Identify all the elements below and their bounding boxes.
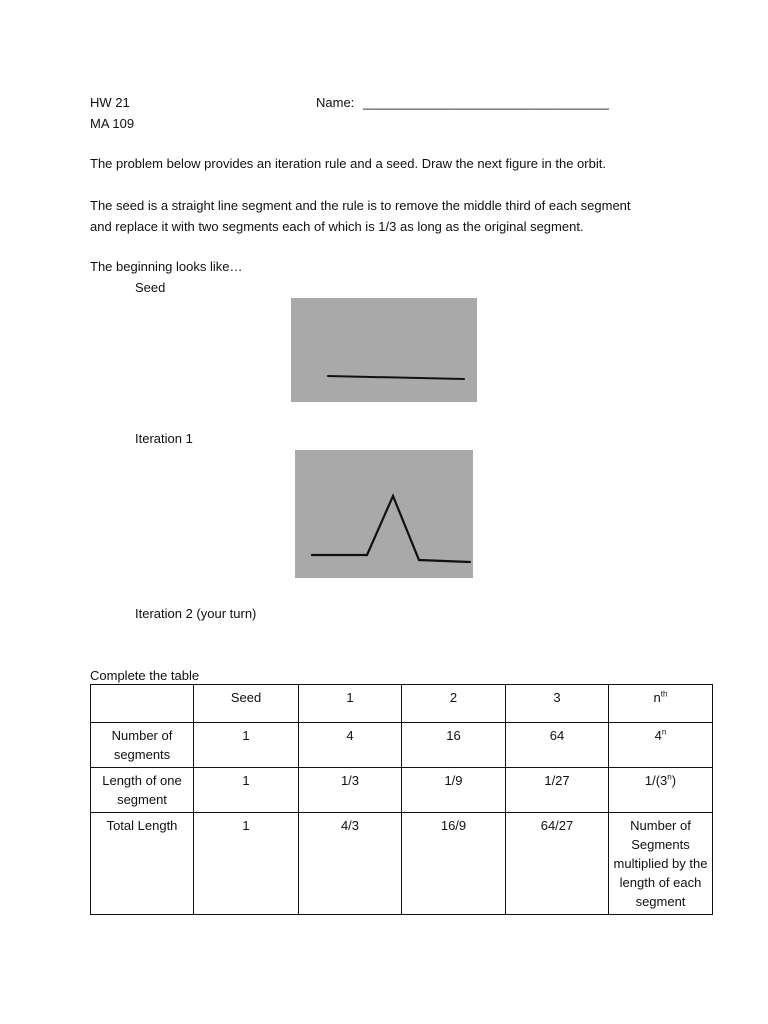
row-label-total-length: Total Length: [91, 813, 194, 915]
table-row: [91, 723, 713, 768]
table-cell[interactable]: 1/27: [506, 768, 609, 813]
iteration-1-figure: [295, 450, 473, 578]
table-cell[interactable]: 1: [194, 813, 299, 915]
table-header-row: [91, 685, 713, 723]
table-caption: Complete the table: [90, 668, 200, 683]
table-cell[interactable]: 1: [194, 768, 299, 813]
homework-number: HW 21: [90, 95, 130, 110]
table-cell[interactable]: 1: [194, 723, 299, 768]
beginning-text: The beginning looks like…: [90, 259, 243, 274]
table-cell[interactable]: 64/27: [506, 813, 609, 915]
name-blank-line[interactable]: __________________________________: [363, 95, 609, 110]
iteration-1-label: Iteration 1: [135, 431, 193, 446]
table-cell[interactable]: 16: [402, 723, 506, 768]
rule-text-line-2: and replace it with two segments each of which is 1/3 as long as the original segment.: [90, 219, 584, 234]
table-cell[interactable]: 1/(3$^n$): [609, 768, 713, 813]
header-cell-empty: [91, 685, 194, 723]
header-cell-nth: $n^{th}$: [609, 685, 713, 723]
table-cell[interactable]: 1/3: [299, 768, 402, 813]
seed-line-drawing: [291, 298, 477, 402]
iteration-2-label: Iteration 2 (your turn): [135, 606, 257, 621]
table-row: [91, 813, 713, 915]
table-cell[interactable]: 4/3: [299, 813, 402, 915]
table-cell[interactable]: Number of Segments multiplied by the length of each segment: [609, 813, 713, 915]
iteration-table: [90, 684, 713, 915]
row-label-length-of-one-segment: Length of one segment: [91, 768, 194, 813]
row-label-number-of-segments: Number of segments: [91, 723, 194, 768]
table-cell[interactable]: 4: [299, 723, 402, 768]
table-cell[interactable]: 16/9: [402, 813, 506, 915]
name-label: Name:: [316, 95, 355, 110]
rule-text-line-1: The seed is a straight line segment and the rule is to remove the middle third of each segment: [90, 198, 631, 213]
intro-text: The problem below provides an iteration rule and a seed. Draw the next figure in the orbit.: [90, 156, 606, 171]
seed-label: Seed: [135, 280, 166, 295]
koch-iteration-1-drawing: [295, 450, 473, 578]
table-cell[interactable]: 64: [506, 723, 609, 768]
seed-figure: [291, 298, 477, 402]
table-cell[interactable]: 4$^n$: [609, 723, 713, 768]
header-cell-3: 3: [506, 685, 609, 723]
header-cell-1: 1: [299, 685, 402, 723]
header-cell-seed: Seed: [194, 685, 299, 723]
course-code: MA 109: [90, 116, 135, 131]
table-row: [91, 768, 713, 813]
table-cell[interactable]: 1/9: [402, 768, 506, 813]
header-cell-2: 2: [402, 685, 506, 723]
